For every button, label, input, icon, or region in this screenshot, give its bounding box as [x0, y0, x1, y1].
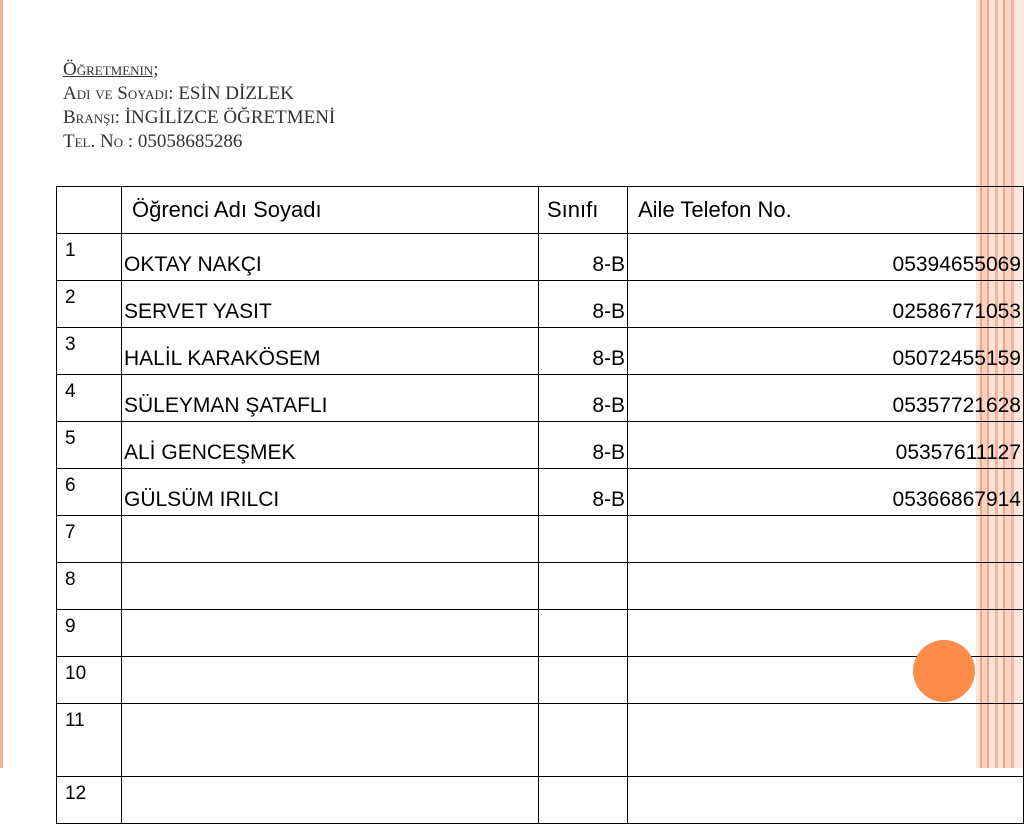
teacher-phone-value: 05058685286 — [137, 131, 243, 152]
header-student-name: Öğrenci Adı Soyadı — [122, 187, 539, 234]
table-row — [57, 422, 1024, 469]
student-name — [122, 777, 539, 824]
teacher-phone-label: Tel. No : — [63, 131, 134, 152]
family-phone — [628, 516, 1024, 563]
student-class — [539, 657, 628, 704]
header-class: Sınıfı — [539, 187, 628, 234]
row-index: 2 — [57, 281, 122, 328]
row-index: 10 — [57, 657, 122, 704]
family-phone: 05357611127 — [628, 422, 1024, 469]
table-row — [57, 375, 1024, 422]
table-row — [57, 516, 1024, 563]
teacher-name-label: Adı ve Soyadı: — [63, 83, 174, 104]
teacher-branch-label: Branşı: — [63, 107, 120, 128]
student-name: SERVET YASIT — [122, 281, 539, 328]
student-class: 8-B — [539, 422, 628, 469]
teacher-branch-line — [63, 106, 335, 130]
student-class — [539, 563, 628, 610]
student-name — [122, 563, 539, 610]
student-name — [122, 704, 539, 777]
family-phone: 05366867914 — [628, 469, 1024, 516]
table-row — [57, 234, 1024, 281]
teacher-phone-line — [63, 130, 335, 154]
student-name — [122, 516, 539, 563]
header-index — [57, 187, 122, 234]
student-class — [539, 610, 628, 657]
family-phone — [628, 777, 1024, 824]
row-index: 11 — [57, 704, 122, 777]
student-name: OKTAY NAKÇI — [122, 234, 539, 281]
family-phone: 05072455159 — [628, 328, 1024, 375]
table-row — [57, 657, 1024, 704]
teacher-branch-value: İNGİLİZCE ÖĞRETMENİ — [124, 107, 336, 128]
row-index: 1 — [57, 234, 122, 281]
student-class: 8-B — [539, 281, 628, 328]
decorative-orange-circle — [913, 640, 975, 702]
table-row — [57, 281, 1024, 328]
family-phone — [628, 563, 1024, 610]
student-name: GÜLSÜM IRILCI — [122, 469, 539, 516]
header-family-phone: Aile Telefon No. — [628, 187, 1024, 234]
student-name: ALİ GENCEŞMEK — [122, 422, 539, 469]
row-index: 9 — [57, 610, 122, 657]
row-index: 8 — [57, 563, 122, 610]
student-name — [122, 657, 539, 704]
row-index: 5 — [57, 422, 122, 469]
table-row — [57, 563, 1024, 610]
student-class — [539, 704, 628, 777]
table-row — [57, 704, 1024, 777]
teacher-name-value: ESİN DİZLEK — [178, 83, 294, 104]
row-index: 3 — [57, 328, 122, 375]
row-index: 12 — [57, 777, 122, 824]
row-index: 4 — [57, 375, 122, 422]
student-table — [56, 186, 1024, 824]
student-class: 8-B — [539, 234, 628, 281]
left-frame-line — [0, 0, 3, 768]
student-class — [539, 777, 628, 824]
family-phone: 05394655069 — [628, 234, 1024, 281]
student-class — [539, 516, 628, 563]
table-header-row — [57, 187, 1024, 234]
family-phone: 02586771053 — [628, 281, 1024, 328]
family-phone: 05357721628 — [628, 375, 1024, 422]
student-class: 8-B — [539, 469, 628, 516]
student-class: 8-B — [539, 328, 628, 375]
teacher-name-line — [63, 82, 335, 106]
student-class: 8-B — [539, 375, 628, 422]
table-row — [57, 469, 1024, 516]
student-name: SÜLEYMAN ŞATAFLI — [122, 375, 539, 422]
table-row — [57, 610, 1024, 657]
row-index: 6 — [57, 469, 122, 516]
student-name — [122, 610, 539, 657]
teacher-heading: Öğretmenin; — [63, 59, 159, 80]
table-row — [57, 328, 1024, 375]
teacher-info — [63, 58, 335, 154]
table-row — [57, 777, 1024, 824]
row-index: 7 — [57, 516, 122, 563]
family-phone — [628, 704, 1024, 777]
student-name: HALİL KARAKÖSEM — [122, 328, 539, 375]
